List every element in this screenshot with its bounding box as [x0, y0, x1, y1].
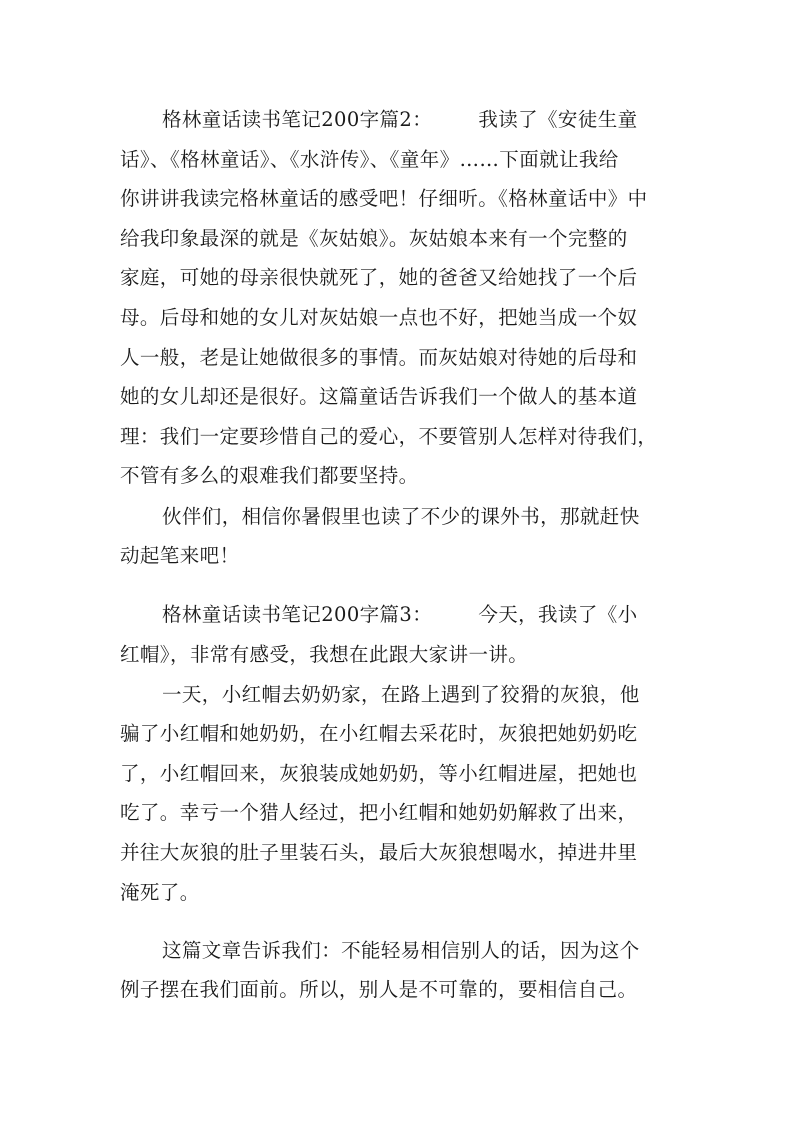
text-line: 她的女儿却还是很好。这篇童话告诉我们一个做人的基本道: [120, 385, 638, 408]
text-line: 并往大灰狼的肚子里装石头，最后大灰狼想喝水，掉进井里: [120, 841, 638, 864]
text-line: 理：我们一定要珍惜自己的爱心，不要管别人怎样对待我们，: [120, 425, 658, 448]
text-line: 动起笔来吧！: [120, 544, 240, 567]
text-line: 话》、《格林童话》、《水浒传》、《童年》……下面就让我给: [120, 148, 619, 171]
text-line: 红帽》，非常有感受，我想在此跟大家讲一讲。: [120, 643, 529, 666]
text-line: 格林童话读书笔记200字篇3： 今天，我读了《小: [162, 603, 638, 626]
text-line: 这篇文章告诉我们：不能轻易相信别人的话，因为这个: [162, 939, 640, 962]
text-line: 骗了小红帽和她奶奶，在小红帽去采花时，灰狼把她奶奶吃: [120, 722, 638, 745]
text-line: 给我印象最深的就是《灰姑娘》。灰姑娘本来有一个完整的: [120, 227, 628, 250]
text-line: 母。后母和她的女儿对灰姑娘一点也不好，把她当成一个奴: [120, 306, 638, 329]
text-line: 淹死了。: [120, 881, 200, 904]
text-line: 一天，小红帽去奶奶家，在路上遇到了狡猾的灰狼，他: [162, 683, 640, 706]
text-line: 伙伴们，相信你暑假里也读了不少的课外书，那就赶快: [162, 505, 640, 528]
text-line: 吃了。幸亏一个猎人经过，把小红帽和她奶奶解救了出来，: [120, 801, 638, 824]
text-line: 不管有多么的艰难我们都要坚持。: [120, 464, 419, 487]
text-line: 格林童话读书笔记200字篇2： 我读了《安徒生童: [162, 108, 638, 131]
text-line: 人一般，老是让她做很多的事情。而灰姑娘对待她的后母和: [120, 346, 638, 369]
text-line: 了，小红帽回来，灰狼装成她奶奶，等小红帽进屋，把她也: [120, 762, 638, 785]
text-line: 你讲讲我读完格林童话的感受吧！仔细听。《格林童话中》中: [120, 187, 648, 210]
text-line: 例子摆在我们面前。所以，别人是不可靠的，要相信自己。: [120, 978, 638, 1001]
text-line: 家庭，可她的母亲很快就死了，她的爸爸又给她找了一个后: [120, 266, 638, 289]
